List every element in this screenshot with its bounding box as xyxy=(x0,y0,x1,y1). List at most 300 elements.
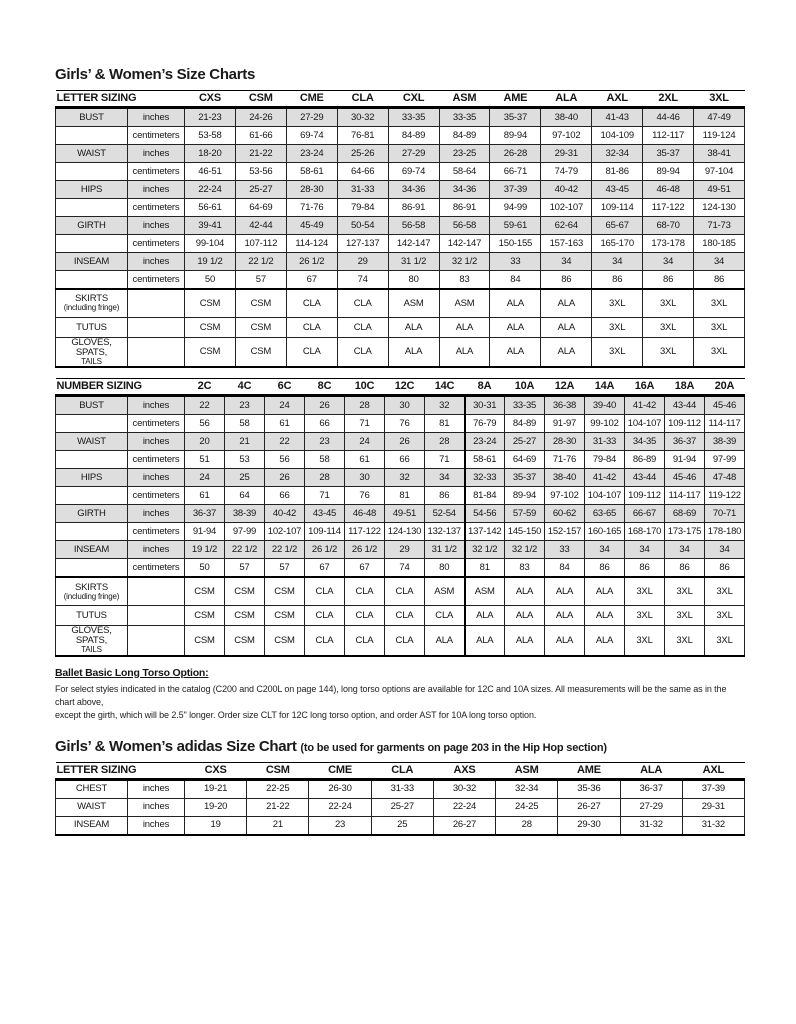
column-header: 2XL xyxy=(643,91,694,108)
column-header: ASM xyxy=(496,762,558,779)
column-header: CME xyxy=(309,762,371,779)
value-cell: 66-71 xyxy=(490,163,541,181)
value-cell: 33 xyxy=(545,541,585,559)
value-cell: 56-58 xyxy=(439,217,490,235)
value-cell: 32 xyxy=(385,469,425,487)
unit-label: inches xyxy=(128,108,185,127)
value-cell: 61 xyxy=(345,451,385,469)
column-header: AME xyxy=(558,762,620,779)
row-label xyxy=(56,127,128,145)
ballet-note xyxy=(55,667,745,722)
value-cell: 81 xyxy=(465,559,505,578)
value-cell: 3XL xyxy=(592,318,643,338)
value-cell: ALA xyxy=(505,606,545,626)
value-cell: CLA xyxy=(345,606,385,626)
unit-label: inches xyxy=(128,433,185,451)
value-cell: 61-66 xyxy=(235,127,286,145)
value-cell: 58 xyxy=(305,451,345,469)
value-cell: 53-58 xyxy=(185,127,236,145)
unit-label: inches xyxy=(128,469,185,487)
value-cell: 27-29 xyxy=(286,108,337,127)
value-cell: ASM xyxy=(425,577,465,606)
value-cell: 27-29 xyxy=(620,798,682,816)
value-cell: 21 xyxy=(225,433,265,451)
table-row xyxy=(56,145,745,163)
value-cell: 89-94 xyxy=(643,163,694,181)
row-label xyxy=(56,559,128,578)
column-header: 14A xyxy=(585,379,625,396)
value-cell: 81 xyxy=(425,415,465,433)
value-cell: 74 xyxy=(385,559,425,578)
unit-label: inches xyxy=(128,798,185,816)
unit-label xyxy=(128,338,185,368)
value-cell: ALA xyxy=(388,338,439,368)
row-label-line: BUST xyxy=(79,399,104,411)
value-cell: 39-41 xyxy=(185,217,236,235)
value-cell: 81-84 xyxy=(465,487,505,505)
row-label-line: INSEAM xyxy=(73,819,110,831)
unit-label: inches xyxy=(128,396,185,415)
value-cell: 35-36 xyxy=(558,779,620,798)
value-cell: 3XL xyxy=(643,338,694,368)
column-header: CSM xyxy=(247,762,309,779)
value-cell: 25 xyxy=(371,816,433,835)
value-cell: CLA xyxy=(286,338,337,368)
column-header: 16A xyxy=(625,379,665,396)
value-cell: CSM xyxy=(235,289,286,318)
value-cell: 178-180 xyxy=(705,523,745,541)
unit-label xyxy=(128,606,185,626)
value-cell: 23 xyxy=(225,396,265,415)
value-cell: 35-37 xyxy=(643,145,694,163)
value-cell: 3XL xyxy=(625,626,665,656)
value-cell: 51 xyxy=(185,451,225,469)
value-cell: 109-114 xyxy=(305,523,345,541)
value-cell: 104-107 xyxy=(585,487,625,505)
value-cell: 21-22 xyxy=(235,145,286,163)
value-cell: 80 xyxy=(388,271,439,290)
value-cell: 30-31 xyxy=(465,396,505,415)
column-header: 3XL xyxy=(694,91,745,108)
value-cell: 70-71 xyxy=(705,505,745,523)
value-cell: 22 1/2 xyxy=(265,541,305,559)
table-row xyxy=(56,235,745,253)
value-cell: 68-69 xyxy=(665,505,705,523)
value-cell: 3XL xyxy=(705,606,745,626)
unit-label: centimeters xyxy=(128,415,185,433)
row-label xyxy=(56,338,128,368)
value-cell: 42-44 xyxy=(235,217,286,235)
value-cell: 114-117 xyxy=(665,487,705,505)
value-cell: 168-170 xyxy=(625,523,665,541)
ballet-note-line2: except the girth, which will be 2.5" longer. Order size CLT for 12C long torso option, and order AST for 10A long torso option. xyxy=(55,709,537,720)
column-header: CLA xyxy=(371,762,433,779)
value-cell: 3XL xyxy=(705,577,745,606)
value-cell: 29-30 xyxy=(558,816,620,835)
value-cell: CSM xyxy=(265,606,305,626)
value-cell: ALA xyxy=(545,626,585,656)
column-header: AXL xyxy=(592,91,643,108)
value-cell: 102-107 xyxy=(265,523,305,541)
row-label xyxy=(56,289,128,318)
value-cell: 27-29 xyxy=(388,145,439,163)
value-cell: 36-37 xyxy=(665,433,705,451)
value-cell: 22-25 xyxy=(247,779,309,798)
unit-label xyxy=(128,318,185,338)
value-cell: CSM xyxy=(265,626,305,656)
value-cell: 71 xyxy=(345,415,385,433)
table-row xyxy=(56,577,745,606)
value-cell: CLA xyxy=(286,289,337,318)
value-cell: 114-117 xyxy=(705,415,745,433)
value-cell: 23-24 xyxy=(286,145,337,163)
value-cell: CSM xyxy=(185,577,225,606)
value-cell: CLA xyxy=(385,626,425,656)
row-label-line: GLOVES, SPATS, xyxy=(71,625,112,647)
value-cell: 81 xyxy=(385,487,425,505)
table-row xyxy=(56,816,745,835)
value-cell: 124-130 xyxy=(694,199,745,217)
unit-label: inches xyxy=(128,253,185,271)
column-header: 12A xyxy=(545,379,585,396)
value-cell: 45-46 xyxy=(665,469,705,487)
value-cell: 25-27 xyxy=(505,433,545,451)
value-cell: 79-84 xyxy=(585,451,625,469)
value-cell: 97-102 xyxy=(541,127,592,145)
value-cell: 34-36 xyxy=(439,181,490,199)
value-cell: 84-89 xyxy=(388,127,439,145)
value-cell: ALA xyxy=(545,606,585,626)
row-label xyxy=(56,798,128,816)
value-cell: 102-107 xyxy=(541,199,592,217)
value-cell: 173-175 xyxy=(665,523,705,541)
value-cell: 50-54 xyxy=(337,217,388,235)
value-cell: 40-42 xyxy=(265,505,305,523)
value-cell: ALA xyxy=(541,318,592,338)
value-cell: 26-27 xyxy=(433,816,495,835)
value-cell: 89-94 xyxy=(505,487,545,505)
value-cell: 71-76 xyxy=(286,199,337,217)
value-cell: 28-30 xyxy=(286,181,337,199)
row-label xyxy=(56,199,128,217)
unit-label: centimeters xyxy=(128,451,185,469)
value-cell: 29-31 xyxy=(541,145,592,163)
value-cell: 34 xyxy=(625,541,665,559)
value-cell: 117-122 xyxy=(643,199,694,217)
value-cell: 56-58 xyxy=(388,217,439,235)
table-row xyxy=(56,626,745,656)
value-cell: 43-44 xyxy=(665,396,705,415)
unit-label: centimeters xyxy=(128,523,185,541)
column-header: CXL xyxy=(388,91,439,108)
value-cell: 38-40 xyxy=(545,469,585,487)
value-cell: 132-137 xyxy=(425,523,465,541)
table-row xyxy=(56,108,745,127)
unit-label: centimeters xyxy=(128,127,185,145)
value-cell: 56-61 xyxy=(185,199,236,217)
value-cell: 26 1/2 xyxy=(305,541,345,559)
value-cell: 76-81 xyxy=(337,127,388,145)
row-label xyxy=(56,626,128,656)
header-row xyxy=(56,762,745,779)
value-cell: 91-94 xyxy=(665,451,705,469)
row-label-line: GLOVES, SPATS, xyxy=(71,337,112,358)
row-label-line: GIRTH xyxy=(77,219,106,231)
value-cell: 66 xyxy=(265,487,305,505)
value-cell: 3XL xyxy=(643,289,694,318)
value-cell: 56 xyxy=(265,451,305,469)
value-cell: 3XL xyxy=(665,577,705,606)
adidas-sizing-table xyxy=(55,762,745,836)
value-cell: 26 1/2 xyxy=(286,253,337,271)
value-cell: 3XL xyxy=(694,318,745,338)
column-header: AME xyxy=(490,91,541,108)
value-cell: 97-99 xyxy=(225,523,265,541)
table-row xyxy=(56,127,745,145)
value-cell: 86-89 xyxy=(625,451,665,469)
value-cell: 57 xyxy=(265,559,305,578)
value-cell: 84 xyxy=(490,271,541,290)
value-cell: 43-44 xyxy=(625,469,665,487)
value-cell: 104-109 xyxy=(592,127,643,145)
value-cell: CSM xyxy=(225,626,265,656)
value-cell: 58-64 xyxy=(439,163,490,181)
value-cell: 150-155 xyxy=(490,235,541,253)
value-cell: 18-20 xyxy=(185,145,236,163)
value-cell: 94-99 xyxy=(490,199,541,217)
value-cell: 38-39 xyxy=(225,505,265,523)
value-cell: 32 1/2 xyxy=(439,253,490,271)
row-label xyxy=(56,271,128,290)
table-row xyxy=(56,181,745,199)
unit-label: centimeters xyxy=(128,235,185,253)
adidas-title xyxy=(55,738,745,755)
value-cell: ASM xyxy=(465,577,505,606)
value-cell: 38-39 xyxy=(705,433,745,451)
value-cell: 19-20 xyxy=(185,798,247,816)
table-row xyxy=(56,559,745,578)
ballet-note-heading: Ballet Basic Long Torso Option: xyxy=(55,666,209,679)
value-cell: 22 xyxy=(185,396,225,415)
value-cell: 34 xyxy=(705,541,745,559)
value-cell: CSM xyxy=(185,289,236,318)
row-label-line: TUTUS xyxy=(76,609,107,621)
value-cell: 64-66 xyxy=(337,163,388,181)
table-row xyxy=(56,469,745,487)
value-cell: 99-102 xyxy=(585,415,625,433)
row-label-line: WAIST xyxy=(77,801,106,813)
table-row xyxy=(56,163,745,181)
value-cell: 83 xyxy=(505,559,545,578)
value-cell: 104-107 xyxy=(625,415,665,433)
row-label xyxy=(56,505,128,523)
row-label xyxy=(56,469,128,487)
value-cell: 71-76 xyxy=(545,451,585,469)
value-cell: 84-89 xyxy=(505,415,545,433)
value-cell: CSM xyxy=(185,606,225,626)
value-cell: ALA xyxy=(585,626,625,656)
value-cell: 24-25 xyxy=(496,798,558,816)
row-label xyxy=(56,253,128,271)
value-cell: 30-32 xyxy=(433,779,495,798)
value-cell: 32-34 xyxy=(592,145,643,163)
column-header: 18A xyxy=(665,379,705,396)
table-row xyxy=(56,798,745,816)
row-label-line: BUST xyxy=(79,111,104,123)
row-label xyxy=(56,415,128,433)
value-cell: 46-48 xyxy=(345,505,385,523)
column-header: CSM xyxy=(235,91,286,108)
value-cell: 24-26 xyxy=(235,108,286,127)
row-label xyxy=(56,217,128,235)
column-header: 8A xyxy=(465,379,505,396)
value-cell: 31-33 xyxy=(371,779,433,798)
value-cell: 31-33 xyxy=(337,181,388,199)
value-cell: 173-178 xyxy=(643,235,694,253)
row-label xyxy=(56,433,128,451)
value-cell: CLA xyxy=(345,577,385,606)
value-cell: 47-48 xyxy=(705,469,745,487)
letter-sizing-table xyxy=(55,90,745,368)
value-cell: 119-122 xyxy=(705,487,745,505)
row-label xyxy=(56,779,128,798)
unit-label: centimeters xyxy=(128,559,185,578)
value-cell: 160-165 xyxy=(585,523,625,541)
value-cell: 21-22 xyxy=(247,798,309,816)
value-cell: 68-70 xyxy=(643,217,694,235)
row-label-line: TAILS xyxy=(81,645,102,655)
row-label xyxy=(56,577,128,606)
table-row xyxy=(56,396,745,415)
value-cell: 23 xyxy=(309,816,371,835)
value-cell: 91-97 xyxy=(545,415,585,433)
value-cell: 29 xyxy=(385,541,425,559)
value-cell: 39-40 xyxy=(585,396,625,415)
value-cell: 28 xyxy=(305,469,345,487)
value-cell: 22-24 xyxy=(309,798,371,816)
value-cell: CSM xyxy=(185,626,225,656)
value-cell: ALA xyxy=(541,338,592,368)
column-header: 6C xyxy=(265,379,305,396)
value-cell: CLA xyxy=(286,318,337,338)
value-cell: 28-30 xyxy=(545,433,585,451)
value-cell: 28 xyxy=(425,433,465,451)
value-cell: 3XL xyxy=(625,577,665,606)
value-cell: 97-99 xyxy=(705,451,745,469)
value-cell: 26-30 xyxy=(309,779,371,798)
table-section-label: LETTER SIZING xyxy=(56,91,185,108)
value-cell: 31-33 xyxy=(585,433,625,451)
column-header: 20A xyxy=(705,379,745,396)
value-cell: 64-69 xyxy=(505,451,545,469)
value-cell: 67 xyxy=(345,559,385,578)
unit-label: inches xyxy=(128,505,185,523)
value-cell: 34 xyxy=(665,541,705,559)
value-cell: 45-49 xyxy=(286,217,337,235)
value-cell: 26-27 xyxy=(558,798,620,816)
value-cell: CLA xyxy=(337,338,388,368)
value-cell: 34 xyxy=(425,469,465,487)
value-cell: 43-45 xyxy=(305,505,345,523)
value-cell: CSM xyxy=(235,338,286,368)
value-cell: 83 xyxy=(439,271,490,290)
value-cell: CLA xyxy=(305,606,345,626)
value-cell: 34 xyxy=(643,253,694,271)
value-cell: 107-112 xyxy=(235,235,286,253)
value-cell: 137-142 xyxy=(465,523,505,541)
value-cell: 46-51 xyxy=(185,163,236,181)
value-cell: ALA xyxy=(541,289,592,318)
value-cell: 61 xyxy=(265,415,305,433)
value-cell: 35-37 xyxy=(490,108,541,127)
value-cell: 3XL xyxy=(665,626,705,656)
value-cell: 3XL xyxy=(705,626,745,656)
value-cell: 50 xyxy=(185,559,225,578)
value-cell: 23 xyxy=(305,433,345,451)
value-cell: 38-41 xyxy=(694,145,745,163)
table-row xyxy=(56,487,745,505)
column-header: 4C xyxy=(225,379,265,396)
value-cell: ALA xyxy=(490,318,541,338)
value-cell: 32-33 xyxy=(465,469,505,487)
value-cell: 109-114 xyxy=(592,199,643,217)
row-label xyxy=(56,606,128,626)
value-cell: 109-112 xyxy=(625,487,665,505)
value-cell: 49-51 xyxy=(694,181,745,199)
row-label xyxy=(56,523,128,541)
value-cell: 49-51 xyxy=(385,505,425,523)
column-header: 10A xyxy=(505,379,545,396)
value-cell: 57 xyxy=(235,271,286,290)
value-cell: 31 1/2 xyxy=(425,541,465,559)
unit-label: inches xyxy=(128,541,185,559)
column-header: AXL xyxy=(682,762,744,779)
value-cell: ASM xyxy=(439,289,490,318)
value-cell: 112-117 xyxy=(643,127,694,145)
row-label xyxy=(56,235,128,253)
value-cell: 74-79 xyxy=(541,163,592,181)
value-cell: 25-26 xyxy=(337,145,388,163)
value-cell: 40-42 xyxy=(541,181,592,199)
value-cell: CSM xyxy=(185,338,236,368)
value-cell: 28 xyxy=(496,816,558,835)
value-cell: 80 xyxy=(425,559,465,578)
table-row xyxy=(56,253,745,271)
value-cell: 114-124 xyxy=(286,235,337,253)
value-cell: 58 xyxy=(225,415,265,433)
unit-label: centimeters xyxy=(128,487,185,505)
value-cell: 91-94 xyxy=(185,523,225,541)
table-row xyxy=(56,338,745,368)
value-cell: CLA xyxy=(385,606,425,626)
value-cell: 41-42 xyxy=(585,469,625,487)
value-cell: 86 xyxy=(592,271,643,290)
value-cell: 97-104 xyxy=(694,163,745,181)
unit-label: inches xyxy=(128,779,185,798)
row-label xyxy=(56,816,128,835)
value-cell: 86-91 xyxy=(388,199,439,217)
column-header: CME xyxy=(286,91,337,108)
unit-label xyxy=(128,577,185,606)
value-cell: 86-91 xyxy=(439,199,490,217)
value-cell: 57-59 xyxy=(505,505,545,523)
value-cell: 3XL xyxy=(643,318,694,338)
value-cell: 26 1/2 xyxy=(345,541,385,559)
row-label xyxy=(56,163,128,181)
row-label-line: (including fringe) xyxy=(63,591,120,601)
value-cell: 44-46 xyxy=(643,108,694,127)
value-cell: 3XL xyxy=(625,606,665,626)
